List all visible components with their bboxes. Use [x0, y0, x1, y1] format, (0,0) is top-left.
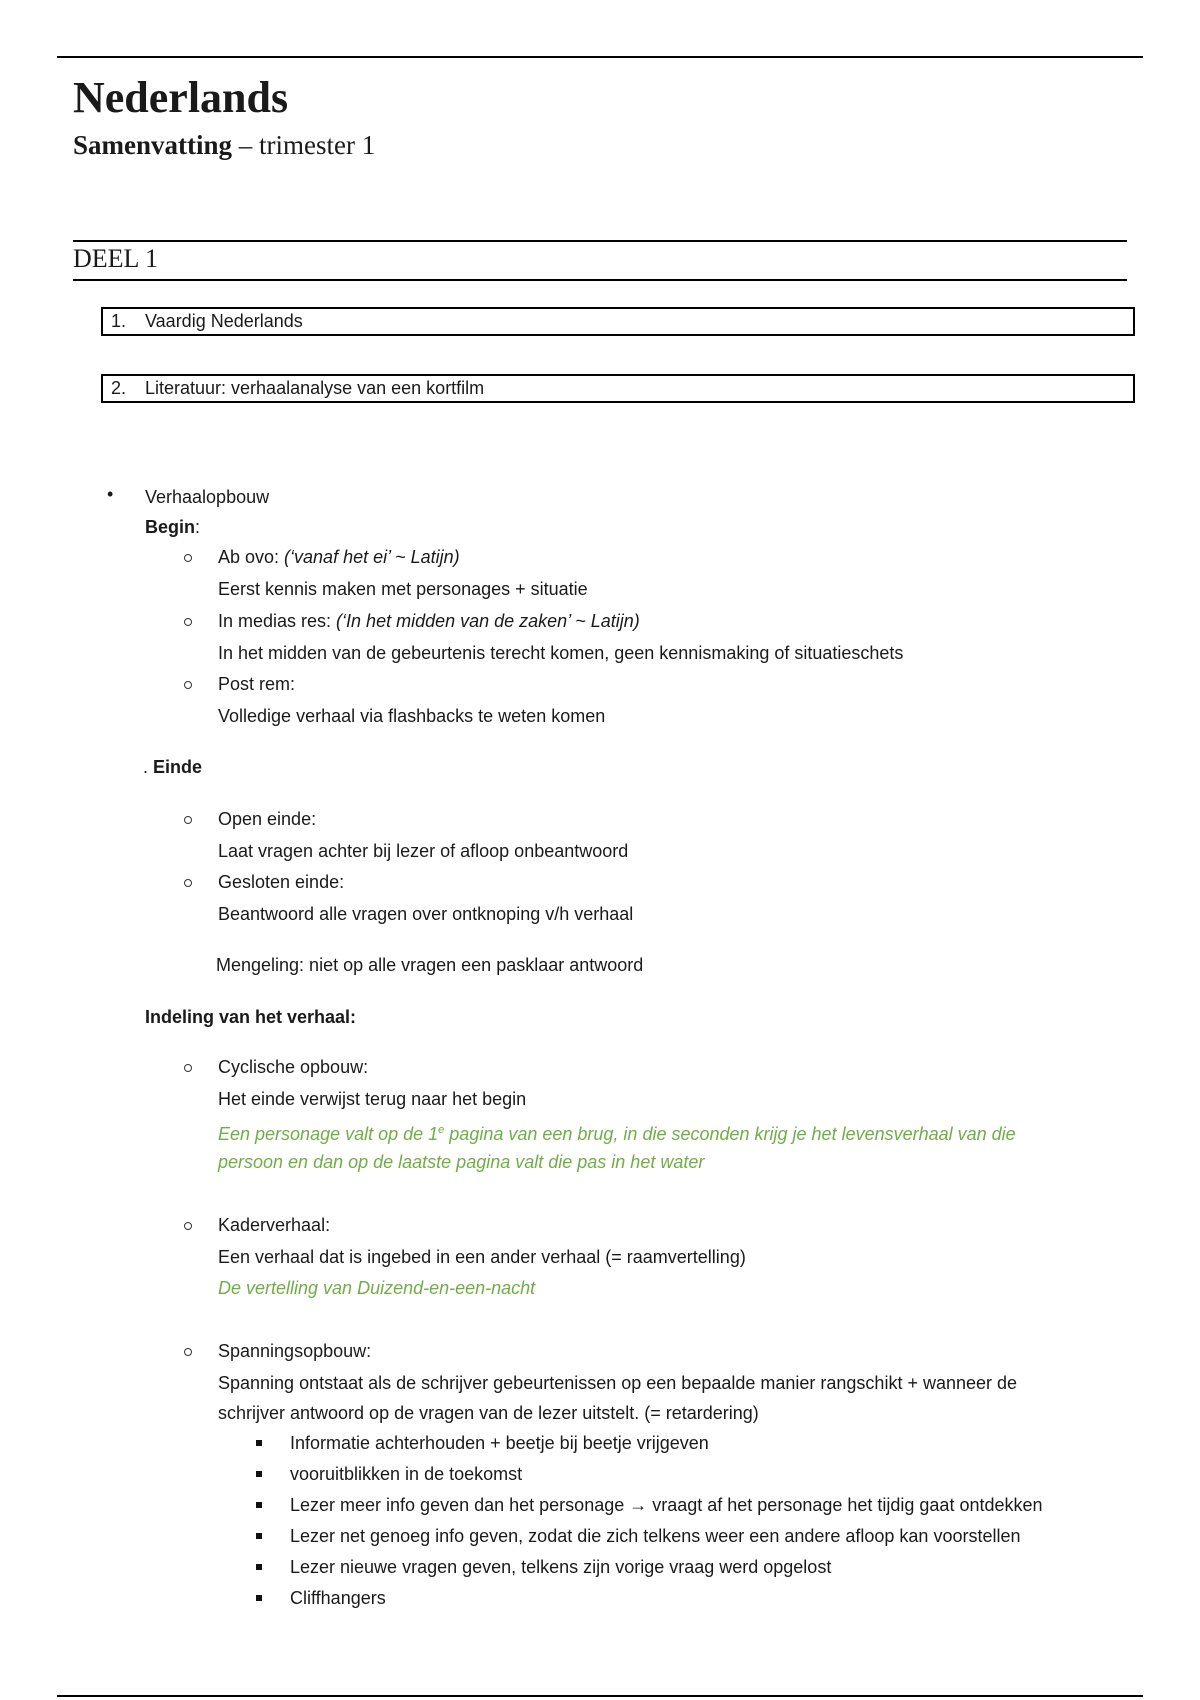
cyclisch-example-line-1 [218, 1119, 1016, 1145]
circle-bullet-icon [184, 1064, 192, 1072]
page-subtitle [73, 130, 375, 161]
begin-heading [145, 516, 200, 538]
circle-bullet-icon [184, 681, 192, 689]
einde-dot: . [143, 757, 149, 777]
abovo-line [218, 546, 460, 568]
gesloten-label: Gesloten einde: [218, 872, 345, 892]
example-text: pagina van een brug, in die seconden krijg je het levensverhaal van die [444, 1124, 1016, 1144]
square-bullet-icon [256, 1564, 262, 1570]
postrem-desc: Volledige verhaal via flashbacks te weten komen [218, 706, 606, 726]
square-bullet-icon [256, 1595, 262, 1601]
begin-label: Begin [145, 517, 196, 537]
heading-box-2 [101, 374, 1135, 403]
spanning-item: Lezer nieuwe vragen geven, telkens zijn vorige vraag werd opgelost [290, 1557, 832, 1577]
circle-bullet-icon [184, 554, 192, 562]
heading-label: Literatuur: verhaalanalyse van een kortfilm [145, 378, 485, 398]
circle-bullet-icon [184, 816, 192, 824]
section-title: DEEL 1 [73, 244, 158, 273]
example-sup: e [438, 1124, 445, 1136]
heading-number: 1. [111, 311, 127, 331]
einde-heading [143, 756, 202, 778]
circle-bullet-icon [184, 618, 192, 626]
kader-example: De vertelling van Duizend-en-een-nacht [218, 1278, 536, 1298]
bullet-dot-icon: • [107, 484, 114, 504]
page-title: Nederlands [73, 73, 289, 122]
spanning-item: Lezer net genoeg info geven, zodat die zich telkens weer een andere afloop kan voorstellen [290, 1526, 1021, 1546]
spanning-desc-line-2: schrijver antwoord op de vragen van de lezer uitstelt. (= retardering) [218, 1403, 759, 1423]
cyclisch-example-line-2: persoon en dan op de laatste pagina valt die pas in het water [218, 1152, 705, 1172]
open-label: Open einde: [218, 809, 317, 829]
gesloten-desc: Beantwoord alle vragen over ontknoping v/h verhaal [218, 904, 634, 924]
abovo-label: Ab ovo: [218, 547, 285, 567]
circle-bullet-icon [184, 1222, 192, 1230]
square-bullet-icon [256, 1440, 262, 1446]
open-desc: Laat vragen achter bij lezer of afloop onbeantwoord [218, 841, 629, 861]
top-rule [57, 56, 1143, 58]
kader-desc: Een verhaal dat is ingebed in een ander verhaal (= raamvertelling) [218, 1247, 746, 1267]
indeling-heading: Indeling van het verhaal: [145, 1007, 357, 1027]
medias-note: (‘In het midden van de zaken’ ~ Latijn) [336, 611, 640, 631]
square-bullet-icon [256, 1471, 262, 1477]
spanning-item: Cliffhangers [290, 1588, 386, 1608]
begin-colon: : [195, 517, 201, 537]
medias-line [218, 610, 640, 632]
circle-bullet-icon [184, 879, 192, 887]
section-rule-top [73, 240, 1127, 242]
cyclisch-desc: Het einde verwijst terug naar het begin [218, 1089, 527, 1109]
spanning-desc-line-1: Spanning ontstaat als de schrijver gebeurtenissen op een bepaalde manier rangschikt + wanneer de [218, 1373, 1018, 1393]
medias-desc: In het midden van de gebeurtenis terecht komen, geen kennismaking of situatieschets [218, 643, 904, 663]
circle-bullet-icon [184, 1348, 192, 1356]
square-bullet-icon [256, 1533, 262, 1539]
kader-label: Kaderverhaal: [218, 1215, 331, 1235]
abovo-desc: Eerst kennis maken met personages + situatie [218, 579, 588, 599]
bottom-rule [57, 1695, 1143, 1697]
abovo-note: (‘vanaf het ei’ ~ Latijn) [284, 547, 460, 567]
verhaalopbouw-heading: Verhaalopbouw [145, 487, 270, 507]
spanning-label: Spanningsopbouw: [218, 1341, 372, 1361]
heading-box-1 [101, 307, 1135, 336]
spanning-item: Lezer meer info geven dan het personage → vraagt af het personage het tijdig gaat ontdekken [290, 1495, 1043, 1515]
heading-number: 2. [111, 378, 127, 398]
subtitle-rest: – trimester 1 [232, 130, 376, 160]
square-bullet-icon [256, 1502, 262, 1508]
postrem-label: Post rem: [218, 674, 296, 694]
subtitle-bold: Samenvatting [73, 130, 233, 160]
mengeling-text: Mengeling: niet op alle vragen een pasklaar antwoord [216, 955, 644, 975]
spanning-item: vooruitblikken in de toekomst [290, 1464, 523, 1484]
cyclisch-label: Cyclische opbouw: [218, 1057, 369, 1077]
medias-label: In medias res: [218, 611, 337, 631]
section-rule-bottom [73, 279, 1127, 281]
einde-label: Einde [153, 757, 203, 777]
example-text: Een personage valt op de 1 [218, 1124, 439, 1144]
heading-label: Vaardig Nederlands [145, 311, 303, 331]
spanning-item: Informatie achterhouden + beetje bij beetje vrijgeven [290, 1433, 709, 1453]
